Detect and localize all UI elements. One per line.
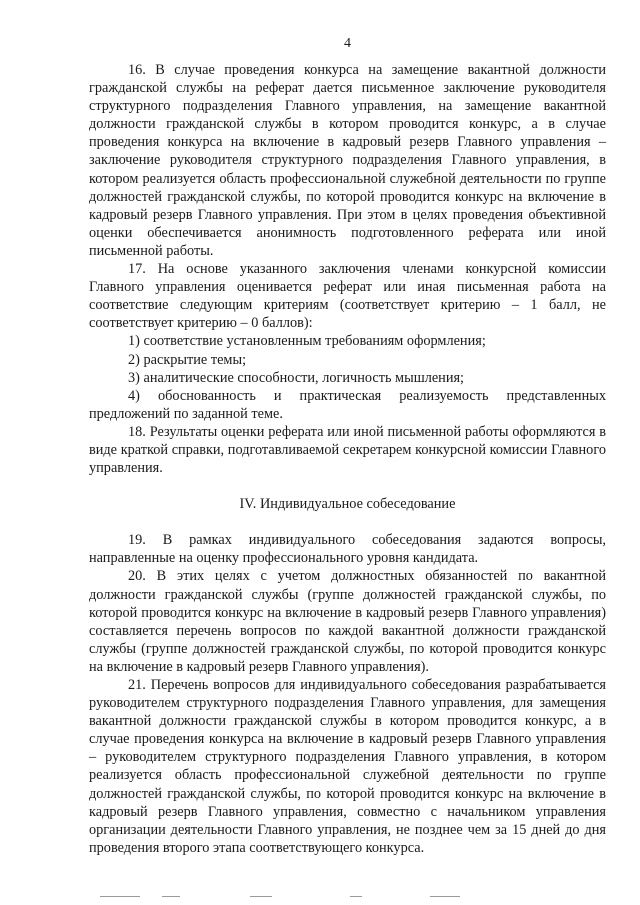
spacer — [89, 477, 606, 495]
paragraph-20: 20. В этих целях с учетом должностных обязанностей по вакантной должности гражданской службы (группе должностей гражданской службы, по которой проводится конкурс на включение в кадровый резерв Главного управления) составляется перечень вопросов по каждой вакантной должности гражданской службы (группе должностей гражданской службы, по которой проводится конкурс на включение в кадровый резерв Главного управления). — [89, 568, 606, 675]
page-number: 4 — [344, 36, 351, 51]
paragraph-17: 17. На основе указанного заключения членами конкурсной комиссии Главного управления оценивается реферат или иная письменная работа на соответствие следующим критериям (соответствует критерию – 1 балл, не соответствует критерию – 0 баллов): — [89, 261, 606, 332]
spacer — [89, 513, 606, 531]
criterion-1: 1) соответствие установленным требованиям оформления; — [128, 333, 486, 350]
paragraph-16: 16. В случае проведения конкурса на замещение вакантной должности гражданской службы на реферат дается письменное заключение руководителя структурного подразделения Главного управления, на замещение вакантной должности гражданской службы в котором проводится конкурс, а в случае проведения конкурса на включение в кадровый резерв Главного управления – заключение руководителя структурного подразделения Главного управления, в котором реализуется область профессиональной служебной деятельности по группе должностей гражданской службы, по которой проводится конкурс на включение в кадровый резерв Главного управления. При этом в целях проведения объективной оценки обеспечивается анонимность подготовленного реферата или иной письменной работы. — [89, 62, 606, 259]
paragraph-19: 19. В рамках индивидуального собеседования задаются вопросы, направленные на оценку профессионального уровня кандидата. — [89, 532, 606, 567]
paragraph-21: 21. Перечень вопросов для индивидуального собеседования разрабатывается руководителем структурного подразделения Главного управления, для замещения вакантной должности гражданской службы в котором проводится конкурс, а в случае проведения конкурса на включение в кадровый резерв Главного управления – руководителем структурного подразделения Главного управления, в котором реализуется область профессиональной служебной деятельности по группе должностей гражданской службы, по которой проводится конкурс на включение в кадровый резерв Главного управления, совместно с начальником управления организации деятельности Главного управления, не позднее чем за 15 дней до дня проведения второго этапа соответствующего конкурса. — [89, 677, 606, 856]
criterion-3: 3) аналитические способности, логичность мышления; — [128, 369, 465, 386]
paragraph-18: 18. Результаты оценки реферата или иной письменной работы оформляются в виде краткой справки, подготавливаемой секретарем конкурсной комиссии Главного управления. — [89, 423, 606, 477]
criterion-2: 2) раскрытие темы; — [128, 351, 247, 368]
scan-artifact — [100, 896, 520, 899]
criterion-4: 4) обоснованность и практическая реализуемость представленных предложений по заданной теме. — [89, 387, 606, 422]
section-heading: IV. Индивидуальное собеседование — [239, 496, 456, 513]
